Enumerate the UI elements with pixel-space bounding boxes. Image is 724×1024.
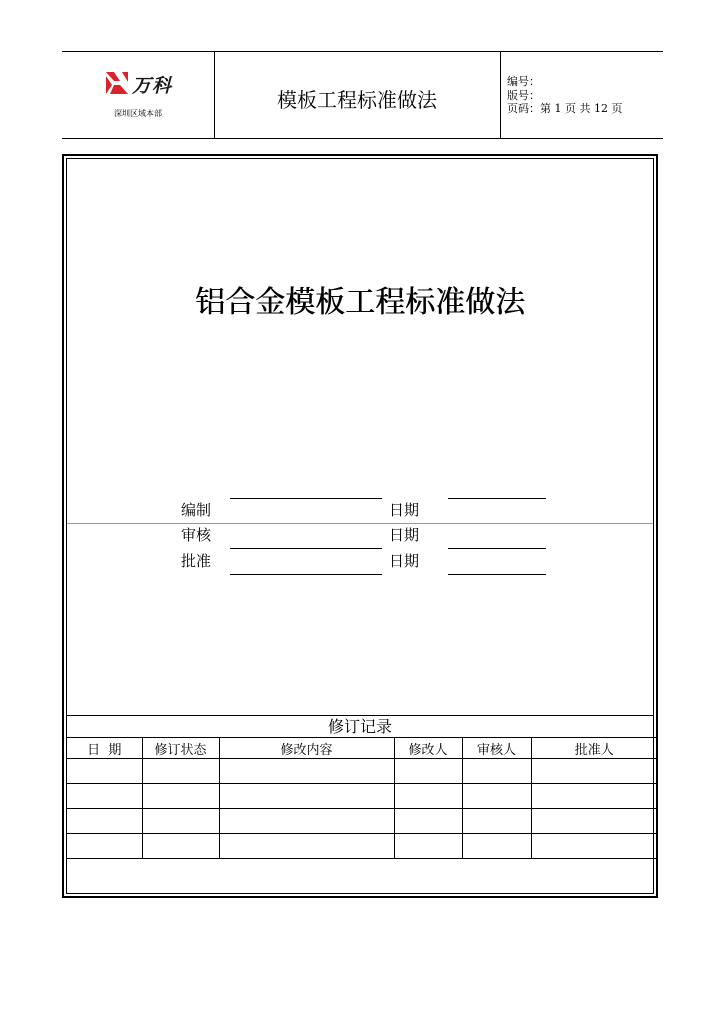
table-cell[interactable] bbox=[219, 759, 394, 784]
table-cell[interactable] bbox=[394, 809, 462, 834]
signature-line-approved[interactable] bbox=[230, 574, 382, 575]
vanke-logo-icon bbox=[106, 72, 128, 94]
column-header-status: 修订状态 bbox=[142, 738, 219, 759]
signature-line-reviewed[interactable] bbox=[230, 548, 382, 549]
table-row bbox=[67, 784, 657, 809]
table-cell[interactable] bbox=[531, 809, 657, 834]
table-cell[interactable] bbox=[67, 784, 142, 809]
table-cell[interactable] bbox=[142, 759, 219, 784]
header-title: 模板工程标准做法 bbox=[277, 88, 437, 112]
doc-number-label: 编号： bbox=[507, 75, 540, 88]
table-row bbox=[67, 759, 657, 784]
table-cell[interactable] bbox=[462, 809, 531, 834]
header-meta-cell bbox=[500, 52, 663, 138]
signature-line-prepared[interactable] bbox=[230, 498, 382, 499]
column-header-approver: 批准人 bbox=[531, 738, 657, 759]
column-header-date: 日 期 bbox=[67, 738, 142, 759]
table-cell[interactable] bbox=[462, 784, 531, 809]
table-cell[interactable] bbox=[142, 809, 219, 834]
logo-subtitle: 深圳区域本部 bbox=[114, 109, 162, 118]
column-header-reviewer: 审核人 bbox=[462, 738, 531, 759]
table-cell[interactable] bbox=[394, 784, 462, 809]
page-header bbox=[62, 51, 663, 139]
cover-inner-frame bbox=[66, 158, 654, 894]
revision-header-row bbox=[67, 738, 657, 759]
logo-text: 万科 bbox=[132, 75, 173, 97]
date-label-prepared: 日期 bbox=[389, 501, 420, 519]
table-cell[interactable] bbox=[219, 834, 394, 859]
table-cell[interactable] bbox=[531, 784, 657, 809]
page-number-label: 页码：第 1 页 共 12 页 bbox=[507, 102, 623, 115]
date-line-reviewed[interactable] bbox=[448, 548, 546, 549]
date-label-reviewed: 日期 bbox=[389, 526, 420, 544]
logo-cell bbox=[62, 52, 215, 138]
document-title: 铝合金模板工程标准做法 bbox=[195, 285, 525, 320]
table-cell[interactable] bbox=[142, 834, 219, 859]
signature-label-reviewed: 审核 bbox=[181, 526, 212, 544]
header-title-cell bbox=[214, 52, 501, 138]
table-row bbox=[67, 809, 657, 834]
date-line-prepared[interactable] bbox=[448, 498, 546, 499]
table-cell[interactable] bbox=[219, 784, 394, 809]
table-cell[interactable] bbox=[67, 759, 142, 784]
table-cell[interactable] bbox=[394, 834, 462, 859]
table-cell[interactable] bbox=[394, 759, 462, 784]
signature-label-prepared: 编制 bbox=[181, 501, 212, 519]
revision-record-title: 修订记录 bbox=[67, 715, 653, 738]
date-line-approved[interactable] bbox=[448, 574, 546, 575]
table-cell[interactable] bbox=[462, 759, 531, 784]
column-header-content: 修改内容 bbox=[219, 738, 394, 759]
table-cell[interactable] bbox=[142, 784, 219, 809]
divider-line bbox=[67, 523, 653, 524]
column-header-editor: 修改人 bbox=[394, 738, 462, 759]
revision-table bbox=[67, 737, 657, 859]
table-cell[interactable] bbox=[67, 834, 142, 859]
version-label: 版号： bbox=[507, 89, 540, 102]
table-cell[interactable] bbox=[531, 759, 657, 784]
table-cell[interactable] bbox=[219, 809, 394, 834]
table-cell[interactable] bbox=[462, 834, 531, 859]
table-row bbox=[67, 834, 657, 859]
signature-label-approved: 批准 bbox=[181, 552, 212, 570]
date-label-approved: 日期 bbox=[389, 552, 420, 570]
table-cell[interactable] bbox=[67, 809, 142, 834]
table-cell[interactable] bbox=[531, 834, 657, 859]
cover-box bbox=[62, 154, 658, 898]
